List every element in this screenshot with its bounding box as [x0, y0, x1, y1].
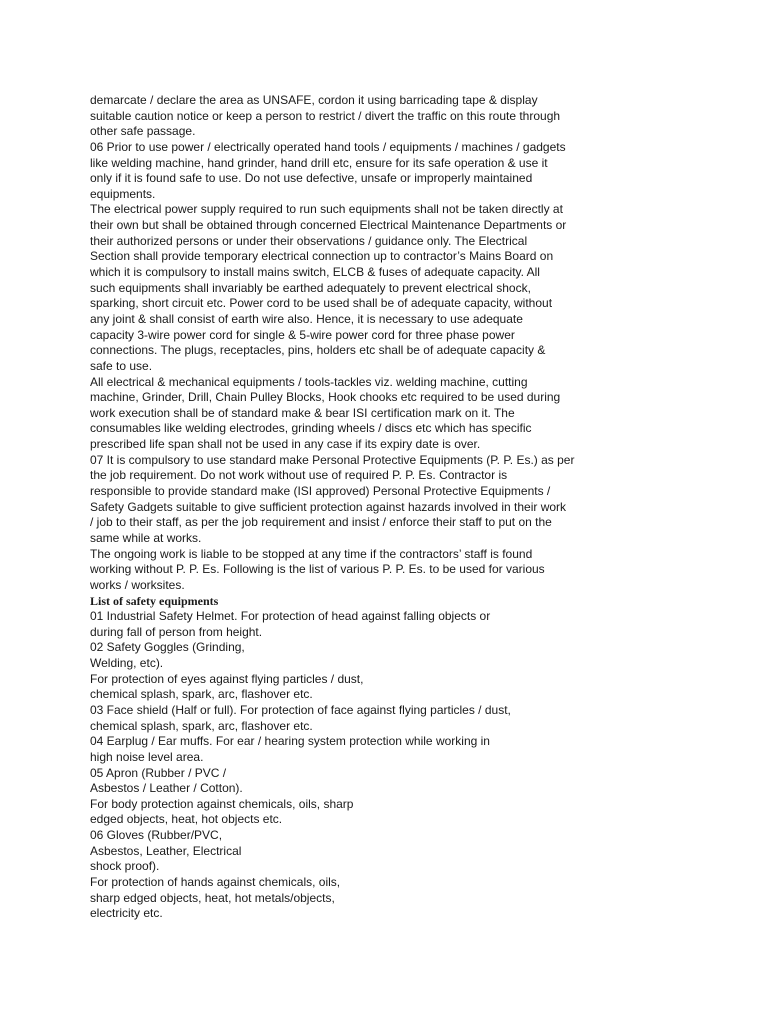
list-item-line: chemical splash, spark, arc, flashover etc. [90, 718, 313, 733]
text-line: suitable caution notice or keep a person to restrict / divert the traffic on this route through [90, 108, 561, 123]
text-line: consumables like welding electrodes, grinding wheels / discs etc which has specific [90, 421, 532, 436]
text-line: only if it is found safe to use. Do not use defective, unsafe or improperly maintained [90, 171, 533, 186]
text-line: safe to use. [90, 358, 153, 373]
body-text [90, 93, 730, 594]
list-item-line: For body protection against chemicals, oils, sharp [90, 796, 354, 811]
list-item-line: 02 Safety Goggles (Grinding, [90, 640, 245, 655]
text-line: sparking, short circuit etc. Power cord to be used shall be of adequate capacity, without [90, 296, 553, 311]
text-line: their own but shall be obtained through concerned Electrical Maintenance Departments or [90, 218, 567, 233]
text-line: such equipments shall invariably be earthed adequately to prevent electrical shock, [90, 280, 531, 295]
text-line: Section shall provide temporary electrical connection up to contractor’s Mains Board on [90, 249, 554, 264]
list-item-line: For protection of eyes against flying particles / dust, [90, 671, 364, 686]
text-line: connections. The plugs, receptacles, pins, holders etc shall be of adequate capacity & [90, 343, 546, 358]
list-item-line: Asbestos, Leather, Electrical [90, 843, 242, 858]
text-line: capacity 3-wire power cord for single & 5-wire power cord for three phase power [90, 327, 515, 342]
list-item-line: 04 Earplug / Ear muffs. For ear / hearing system protection while working in [90, 734, 490, 749]
text-line: the job requirement. Do not work without use of required P. P. Es. Contractor is [90, 468, 508, 483]
list-item-line: 05 Apron (Rubber / PVC / [90, 765, 227, 780]
text-line: same while at works. [90, 530, 202, 545]
list-item-line: chemical splash, spark, arc, flashover etc. [90, 687, 313, 702]
text-line: their authorized persons or under their observations / guidance only. The Electrical [90, 233, 528, 248]
text-line: machine, Grinder, Drill, Chain Pulley Blocks, Hook chooks etc required to be used during [90, 390, 561, 405]
list-item-line: 01 Industrial Safety Helmet. For protection of head against falling objects or [90, 609, 491, 624]
list-item-line: 06 Gloves (Rubber/PVC, [90, 828, 223, 843]
document-page [90, 93, 730, 922]
list-item-line: Welding, etc). [90, 656, 164, 671]
text-line: responsible to provide standard make (ISI approved) Personal Protective Equipments / [90, 484, 551, 499]
text-line: other safe passage. [90, 124, 196, 139]
text-line: working without P. P. Es. Following is the list of various P. P. Es. to be used for various [90, 562, 545, 577]
safety-equipment-heading: List of safety equipments [90, 593, 219, 608]
text-line: 07 It is compulsory to use standard make Personal Protective Equipments (P. P. Es.) as per [90, 452, 575, 467]
list-item-line: edged objects, heat, hot objects etc. [90, 812, 283, 827]
list-item-line: sharp edged objects, heat, hot metals/objects, [90, 890, 335, 905]
list-item-line: electricity etc. [90, 906, 163, 921]
list-item-line: Asbestos / Leather / Cotton). [90, 781, 243, 796]
list-item-line: 03 Face shield (Half or full). For protection of face against flying particles / dust, [90, 702, 511, 717]
text-line: work execution shall be of standard make & bear ISI certification mark on it. The [90, 405, 515, 420]
text-line: The ongoing work is liable to be stopped at any time if the contractors’ staff is found [90, 546, 533, 561]
text-line: All electrical & mechanical equipments / tools-tackles viz. welding machine, cutting [90, 374, 528, 389]
text-line: Safety Gadgets suitable to give sufficient protection against hazards involved in their work [90, 499, 567, 514]
list-item-line: For protection of hands against chemicals, oils, [90, 875, 341, 890]
text-line: like welding machine, hand grinder, hand drill etc, ensure for its safe operation & use it [90, 155, 548, 170]
text-line: prescribed life span shall not be used in any case if its expiry date is over. [90, 437, 481, 452]
text-line: / job to their staff, as per the job requirement and insist / enforce their staff to put on the [90, 515, 552, 530]
text-line: equipments. [90, 186, 156, 201]
text-line: demarcate / declare the area as UNSAFE, cordon it using barricading tape & display [90, 93, 538, 107]
text-line: any joint & shall consist of earth wire also. Hence, it is necessary to use adequate [90, 311, 523, 326]
list-item-line: during fall of person from height. [90, 624, 263, 639]
text-line: works / worksites. [90, 577, 185, 592]
text-line: The electrical power supply required to run such equipments shall not be taken directly at [90, 202, 563, 217]
list-item-line: high noise level area. [90, 749, 204, 764]
text-line: 06 Prior to use power / electrically operated hand tools / equipments / machines / gadgets [90, 139, 566, 154]
safety-equipment-list [90, 609, 730, 922]
list-item-line: shock proof). [90, 859, 160, 874]
text-line: which it is compulsory to install mains switch, ELCB & fuses of adequate capacity. All [90, 265, 540, 280]
